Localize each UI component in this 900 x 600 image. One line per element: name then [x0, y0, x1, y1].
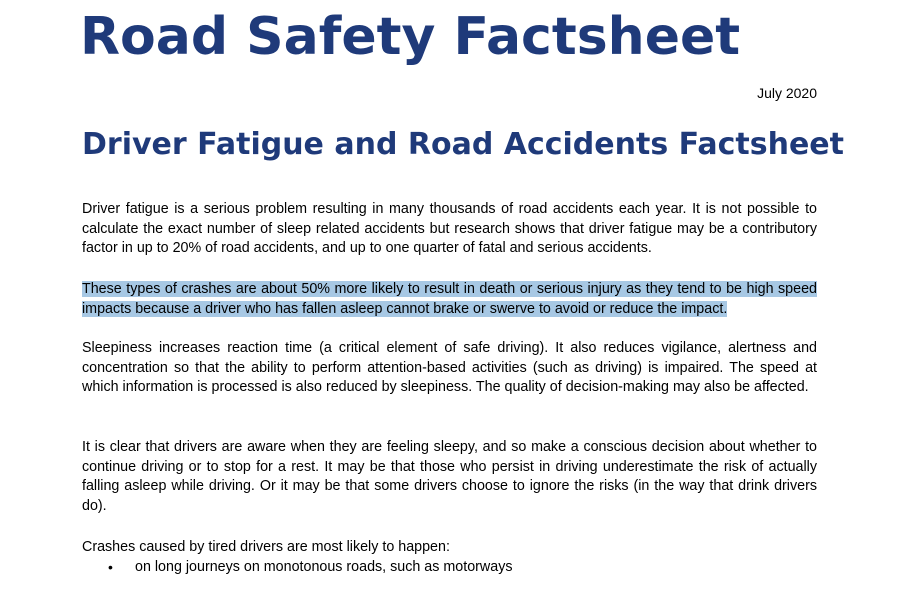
crash-conditions-list	[82, 558, 817, 578]
paragraph-sleepiness-effects: Sleepiness increases reaction time (a critical element of safe driving). It also reduces vigilance, alertness and concentration so that the ability to perform attention-based activities (such as driving) is impaired. The speed at which information is processed is also reduced by sleepiness. The quality of decision-making may also be affected.	[82, 340, 817, 395]
paragraph-crash-conditions: Crashes caused by tired drivers are most likely to happen:	[82, 539, 450, 555]
document-date: July 2020	[757, 85, 817, 101]
document-title: Road Safety Factsheet	[80, 7, 741, 67]
paragraph-fatigue-intro: Driver fatigue is a serious problem resulting in many thousands of road accidents each year. It is not possible to calculate the exact number of sleep related accidents but research shows that driver fatigue may be a contributory factor in up to 20% of road accidents, and up to one quarter of fatal and serious accidents.	[82, 201, 817, 256]
selected-text-highlight[interactable]: These types of crashes are about 50% more likely to result in death or serious injury as they tend to be high speed impacts because a driver who has fallen asleep cannot brake or swerve to avoid or reduce the impact.	[82, 281, 817, 317]
bullet-icon: •	[108, 559, 113, 575]
list-item-text: on long journeys on monotonous roads, such as motorways	[135, 559, 513, 575]
document-subtitle: Driver Fatigue and Road Accidents Factsheet	[82, 127, 844, 162]
paragraph-driver-awareness: It is clear that drivers are aware when they are feeling sleepy, and so make a conscious decision about whether to continue driving or to stop for a rest. It may be that those who persist in driving underestimate the risk of actually falling asleep while driving. Or it may be that some drivers choose to ignore the risks (in the way that drink drivers do).	[82, 439, 817, 514]
list-item	[82, 558, 817, 578]
paragraph-crash-severity[interactable]	[82, 280, 817, 319]
